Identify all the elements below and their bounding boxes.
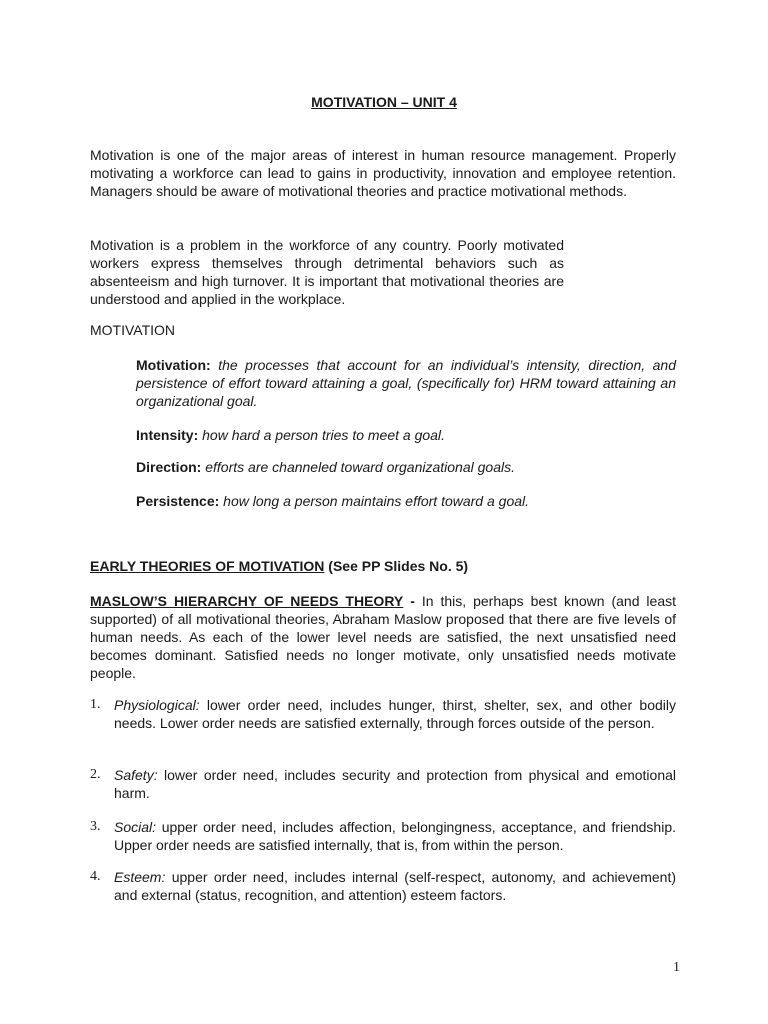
need-text: lower order need, includes security and protection from physical and emotional harm. (114, 767, 677, 801)
definition-text: the processes that account for an individual’s intensity, direction, and persistence of effort toward attaining a goal, (specifically for) HRM toward attaining an organizational goal. (136, 357, 677, 409)
early-theories-title: EARLY THEORIES OF MOTIVATION (90, 558, 325, 574)
definition-term: Persistence: (136, 493, 220, 509)
definition-text: efforts are channeled toward organizational goals. (205, 459, 515, 475)
maslow-dash: - (410, 593, 415, 609)
definition-text: how long a person maintains effort toward a goal. (223, 493, 530, 509)
need-name: Social: (114, 819, 157, 835)
intro-paragraph: Motivation is a problem in the workforce of any country. Poorly motivated workers express themselves through detrimental behaviors such as absenteeism and high turnover. It is important that motivational theories are understood and applied in the workplace. (90, 237, 564, 307)
list-body (114, 868, 676, 904)
need-name: Esteem: (114, 869, 166, 885)
definition-motivation (136, 356, 676, 410)
need-name: Safety: (114, 767, 158, 783)
list-number: 1. (90, 697, 101, 712)
list-body (114, 818, 676, 854)
maslow-heading: MASLOW’S HIERARCHY OF NEEDS THEORY (90, 593, 404, 609)
definition-term: Direction: (136, 459, 202, 475)
definition-intensity (136, 426, 676, 444)
need-text: upper order need, includes internal (self-respect, autonomy, and achievement) and external (status, recognition, and attention) esteem factors. (114, 869, 676, 903)
definition-persistence (136, 492, 676, 510)
maslow-paragraph (90, 592, 676, 682)
definition-term: Intensity: (136, 427, 199, 443)
section-label: MOTIVATION (90, 322, 176, 338)
list-number: 4. (90, 869, 101, 884)
page-number: 1 (673, 960, 680, 975)
definition-direction (136, 458, 676, 476)
list-number: 2. (90, 767, 101, 782)
definition-term: Motivation: (136, 357, 211, 373)
maslow-text: In this, perhaps best known (and least supported) of all motivational theories, Abraham Maslow proposed that there are five levels of human needs. As each of the lower level needs are satisfied, the next unsatisfied need becomes dominant. Satisfied needs no longer motivate, only unsatisfied needs motivate people. (90, 593, 677, 681)
list-body (114, 696, 676, 732)
intro-paragraph: Motivation is one of the major areas of interest in human resource management. Properly motivating a workforce can lead to gains in productivity, innovation and employee retention. Managers should be aware of motivational theories and practice motivational methods. (90, 147, 676, 199)
definition-text: how hard a person tries to meet a goal. (202, 427, 445, 443)
need-text: lower order need, includes hunger, thirst, shelter, sex, and other bodily needs. Lower order needs are satisfied externally, through forces outside of the person. (114, 697, 676, 731)
need-text: upper order need, includes affection, belongingness, acceptance, and friendship. Upper order needs are satisfied internally, that is, from within the person. (114, 819, 676, 853)
early-theories-note: (See PP Slides No. 5) (328, 558, 469, 574)
page-title: MOTIVATION – UNIT 4 (311, 94, 457, 110)
list-number: 3. (90, 819, 101, 834)
list-body (114, 766, 676, 802)
need-name: Physiological: (114, 697, 200, 713)
early-theories-heading (90, 558, 468, 574)
